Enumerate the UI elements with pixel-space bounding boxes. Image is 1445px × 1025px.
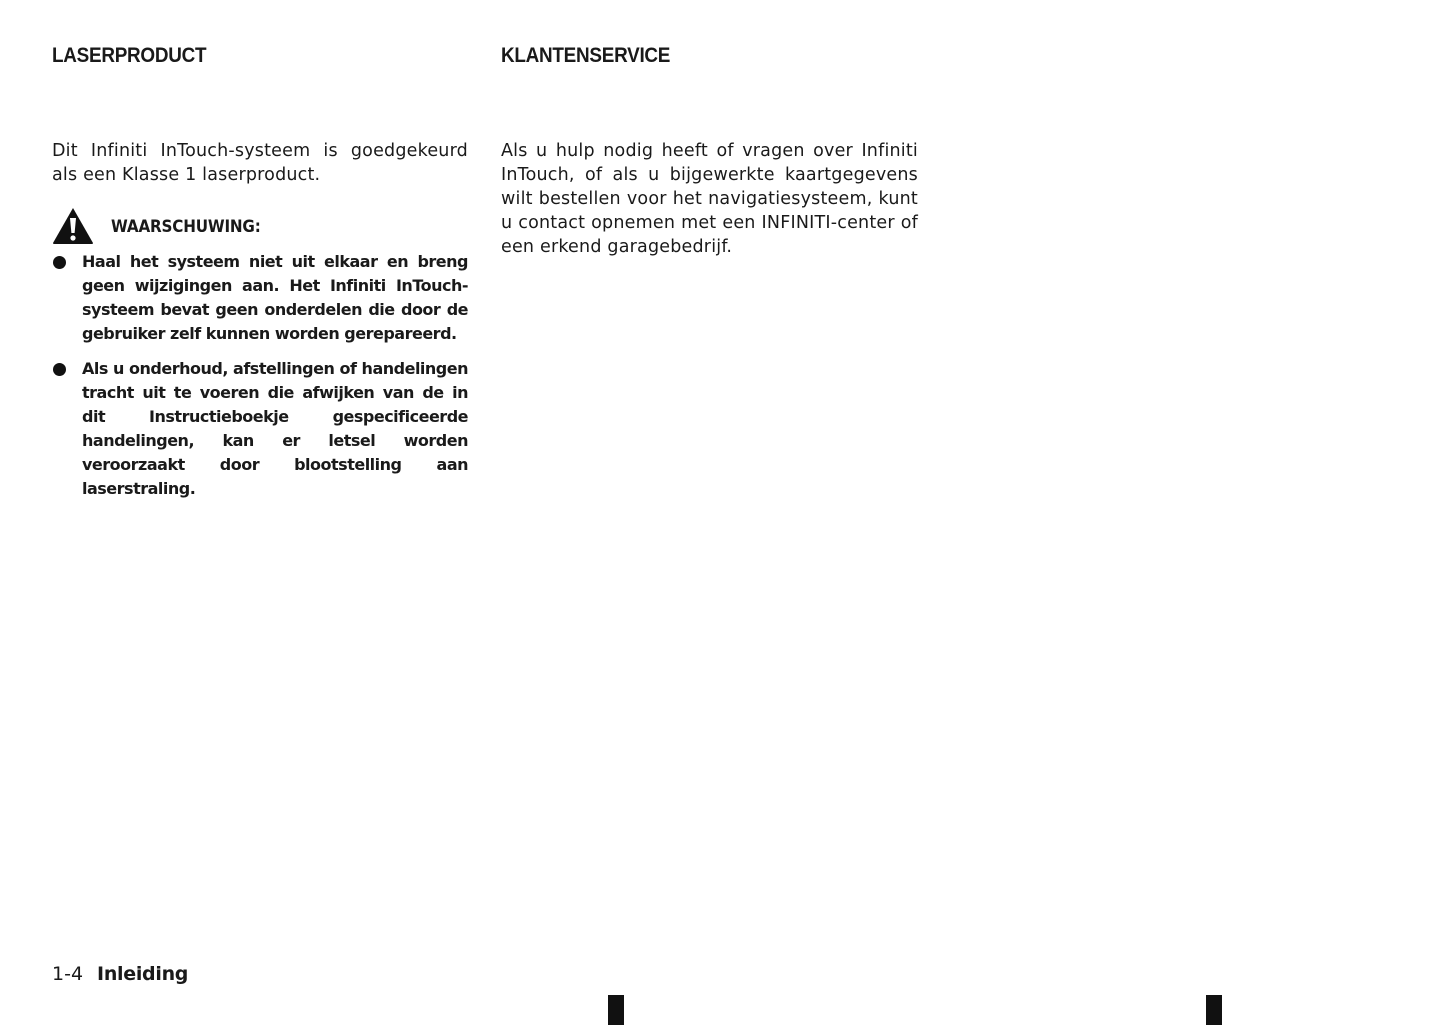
warning-item-text: Haal het systeem niet uit elkaar en breng geen wijzigingen aan. Het Infiniti InTouch-systeem bevat geen onderdelen die door de gebruiker zelf kunnen worden gerepareerd. <box>82 252 468 343</box>
warning-triangle-icon <box>52 207 94 245</box>
warning-list-item <box>52 357 468 501</box>
klantenservice-paragraph: Als u hulp nodig heeft of vragen over Infiniti InTouch, of als u bijgewerkte kaartgegevens wilt bestellen voor het navigatiesysteem, kunt u contact opnemen met een INFINITI-center of een erkend garagebedrijf. <box>501 141 918 257</box>
warning-list-item <box>52 250 468 346</box>
thumb-index-mark <box>608 995 624 1025</box>
laserproduct-paragraph: Dit Infiniti InTouch-systeem is goedgekeurd als een Klasse 1 laserproduct. <box>52 141 468 185</box>
page-footer <box>52 963 188 985</box>
warning-list <box>52 250 468 501</box>
section-heading-laserproduct: LASERPRODUCT <box>52 44 207 67</box>
warning-header <box>52 206 468 246</box>
section-heading-klantenservice: KLANTENSERVICE <box>501 44 671 67</box>
thumb-index-mark <box>1206 995 1222 1025</box>
page-number: 1-4 <box>52 963 84 985</box>
warning-box <box>52 206 468 512</box>
bullet-icon <box>53 363 66 376</box>
warning-title: WAARSCHUWING: <box>111 216 261 236</box>
warning-item-text: Als u onderhoud, afstellingen of handelingen tracht uit te voeren die afwijken van de in dit Instructieboekje gespecificeerde handelingen, kan er letsel worden veroorzaakt door blootstelling aan laserstraling. <box>82 359 468 498</box>
footer-section-name: Inleiding <box>97 963 189 985</box>
bullet-icon <box>53 256 66 269</box>
